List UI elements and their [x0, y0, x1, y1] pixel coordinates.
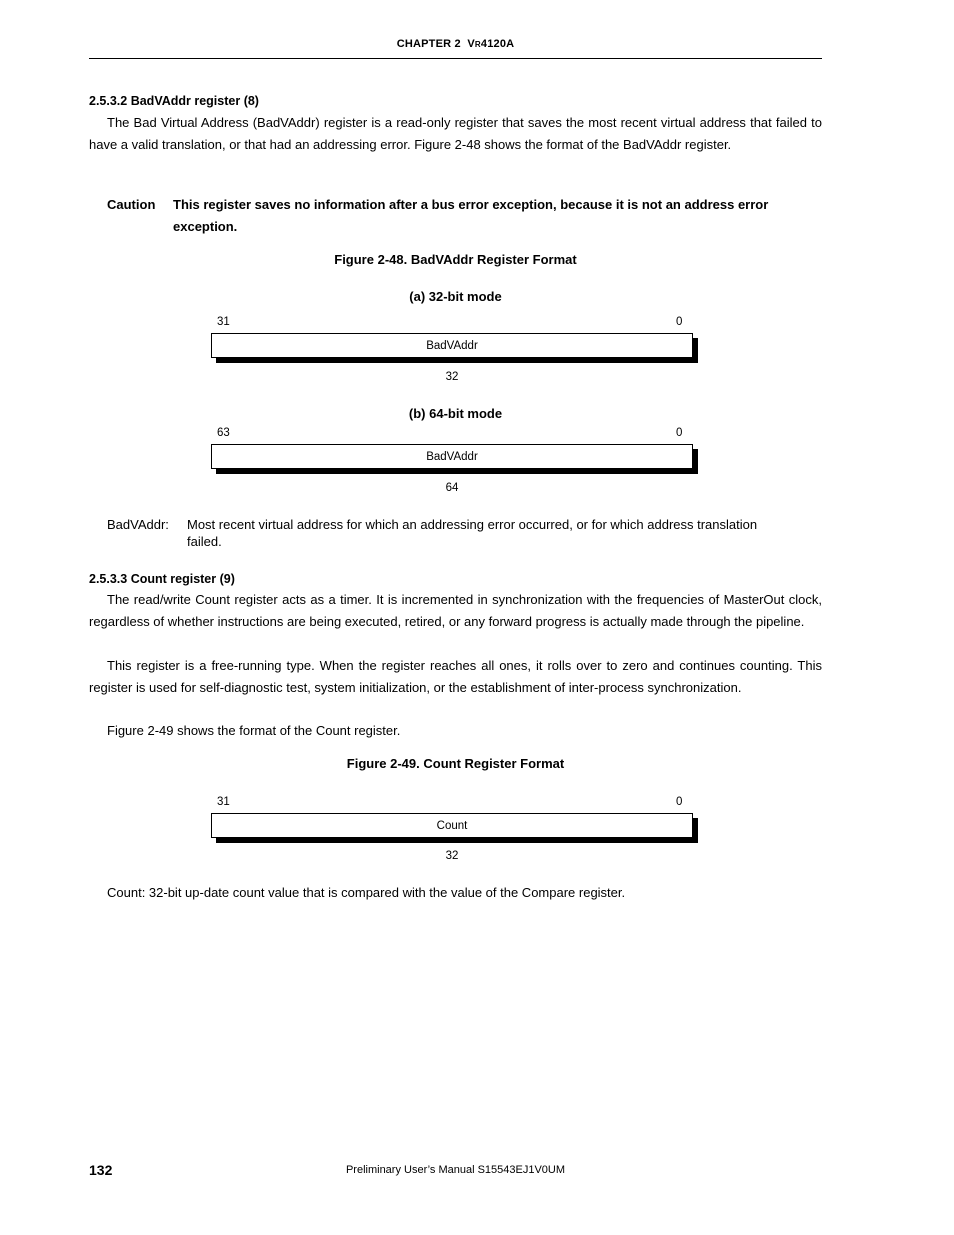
product-subscript: R	[474, 40, 481, 49]
count-paragraph-3: Figure 2-49 shows the format of the Count register.	[107, 723, 401, 738]
count-paragraph-2: This register is a free-running type. When the register reaches all ones, it rolls over to zero and continues counting. This register is used for self-diagnostic test, system initialization, or the establishment of inter-process synchronization.	[89, 658, 822, 695]
chapter-label: CHAPTER 2	[396, 38, 461, 50]
caution-text-line1: This register saves no information after a bus error exception, because it is not an address error	[173, 197, 769, 212]
badvaddr-desc-line1: Most recent virtual address for which an addressing error occurred, or for which address translation	[187, 517, 758, 532]
figure-48b-caption: (b) 64-bit mode	[408, 406, 503, 421]
fig48b-field-width: 64	[445, 482, 459, 494]
badvaddr-desc-term: BadVAddr:	[107, 517, 169, 532]
section-heading-badvaddr: 2.5.3.2 BadVAddr register (8)	[89, 94, 259, 108]
page-number: 132	[89, 1162, 113, 1178]
badvaddr-desc-line2: failed.	[187, 534, 222, 549]
product-prefix: V	[467, 38, 475, 50]
fig49-field-width: 32	[445, 850, 459, 862]
section-heading-count: 2.5.3.3 Count register (9)	[89, 572, 235, 586]
fig48a-register-field	[211, 333, 693, 358]
fig48b-field-label: BadVAddr	[426, 450, 478, 463]
product-suffix: 4120A	[480, 38, 515, 50]
fig48a-lsb-bit: 0	[676, 316, 683, 328]
figure-49-caption: Figure 2-49. Count Register Format	[346, 756, 565, 771]
fig48a-msb-bit: 31	[217, 316, 230, 328]
caution-label: Caution	[107, 197, 156, 212]
fig48a-field-width: 32	[445, 371, 459, 383]
running-header	[89, 38, 822, 50]
fig49-msb-bit: 31	[217, 796, 230, 808]
fig48b-msb-bit: 63	[217, 427, 230, 439]
count-desc: Count: 32-bit up-date count value that is compared with the value of the Compare register.	[107, 885, 626, 900]
fig48b-register-field	[211, 444, 693, 469]
count-paragraph-1: The read/write Count register acts as a timer. It is incremented in synchronization with the frequencies of MasterOut clock, regardless of whether instructions are being executed, retired, or any forward progress is actually made through the pipeline.	[89, 592, 822, 629]
fig49-register-field	[211, 813, 693, 838]
fig49-lsb-bit: 0	[676, 796, 683, 808]
fig48b-lsb-bit: 0	[676, 427, 683, 439]
caution-text-line2: exception.	[173, 219, 238, 234]
header-rule	[89, 58, 822, 59]
footer-manual-id: Preliminary User’s Manual S15543EJ1V0UM	[345, 1164, 566, 1176]
badvaddr-paragraph: The Bad Virtual Address (BadVAddr) register is a read-only register that saves the most recent virtual address that failed to have a valid translation, or that had an addressing error. Figure 2-48 shows the format of the BadVAddr register.	[89, 115, 822, 152]
figure-48a-caption: (a) 32-bit mode	[409, 289, 502, 304]
figure-48-caption: Figure 2-48. BadVAddr Register Format	[334, 252, 577, 267]
fig49-field-label: Count	[436, 819, 468, 832]
fig48a-field-label: BadVAddr	[426, 339, 478, 352]
